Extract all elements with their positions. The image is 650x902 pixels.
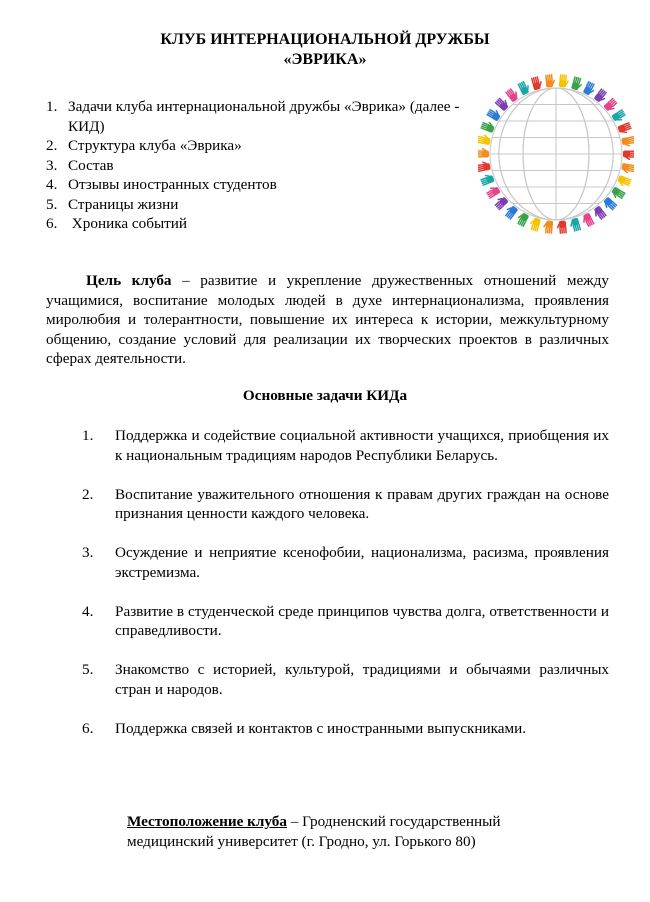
toc-item[interactable] [46,97,466,136]
toc-label: Отзывы иностранных студентов [68,176,277,193]
task-item [82,719,609,739]
toc-number: 1. [46,98,58,115]
task-number: 5. [82,661,94,678]
toc-number: 4. [46,176,58,193]
toc-number: 3. [46,156,58,174]
task-item [82,660,609,699]
task-item [82,426,609,465]
hand-icon [478,160,491,172]
hand-icon [621,163,634,175]
task-item [82,543,609,582]
hand-icon [478,148,489,158]
toc-label: Задачи клуба интернациональной дружбы «Эврика» (далее - КИД) [68,98,460,135]
toc-number: 2. [46,137,58,154]
toc-label: Хроника событий [68,215,188,232]
hand-icon [545,74,556,88]
hand-icon [480,119,496,133]
page-title-line1: КЛУБ ИНТЕРНАЦИОНАЛЬНОЙ ДРУЖБЫ [160,31,490,48]
club-location [127,812,567,852]
toc-item[interactable] [46,214,466,234]
hand-icon [616,175,632,189]
club-goal-label: Цель клуба [86,272,172,289]
hand-icon [479,172,495,186]
task-text: Знакомство с историей, культурой, традициями и обычаями различных стран и народов. [115,661,609,698]
task-number: 1. [82,427,94,444]
toc-label: Состав [68,156,114,174]
task-item [82,485,609,524]
task-number: 2. [82,485,94,503]
task-text: Поддержка связей и контактов с иностранными выпускниками. [115,719,527,737]
club-location-label: Местоположение клуба [127,813,287,830]
tasks-list [82,426,609,738]
toc-label: Страницы жизни [68,195,179,213]
hand-icon [478,133,491,145]
toc-item[interactable] [46,195,466,215]
hand-icon [556,220,567,234]
toc-item[interactable] [46,156,466,176]
toc-label: Структура клуба «Эврика» [68,137,242,154]
club-goal-text: – развитие и укрепление дружественных отношений между учащимися, воспитание молодых людей в духе интернационализма, проявления миролюбия и толерантности, повышение их интереса к истории, межкультурному общению, создание условий для реализации их творческих проектов в различных сферах деятельности. [46,272,609,368]
task-number: 4. [82,602,94,620]
page-title [0,30,650,70]
hand-icon [617,122,633,136]
page-title-line2: «ЭВРИКА» [283,51,367,68]
task-number: 6. [82,719,94,737]
task-number: 3. [82,544,94,561]
task-text: Воспитание уважительного отношения к правам других граждан на основе признания ценности каждого человека. [115,485,609,522]
club-location-text: – Гродненский государственный медицинский университет (г. Гродно, ул. Горького 80) [127,813,501,850]
toc-number: 6. [46,215,58,232]
tasks-heading: Основные задачи КИДа [242,387,408,404]
hand-icon [568,217,581,232]
globe-with-hands-icon [478,72,634,236]
club-goal-paragraph [46,271,609,369]
hand-icon [542,220,553,234]
hand-icon [528,217,541,232]
toc-item[interactable] [46,136,466,156]
table-of-contents [46,97,466,234]
hand-icon [559,74,570,88]
hand-icon [623,151,634,161]
toc-number: 5. [46,195,58,213]
task-text: Осуждение и неприятие ксенофобии, национализма, расизма, проявления экстремизма. [115,544,609,581]
hand-icon [531,75,544,90]
task-item [82,602,609,641]
task-text: Развитие в студенческой среде принципов чувства долга, ответственности и справедливости. [115,602,609,639]
hand-icon [571,76,584,91]
task-text: Поддержка и содействие социальной активности учащихся, приобщения их к национальным традициям народов Республики Беларусь. [115,427,609,464]
toc-item[interactable] [46,175,466,195]
hand-icon [621,136,634,148]
